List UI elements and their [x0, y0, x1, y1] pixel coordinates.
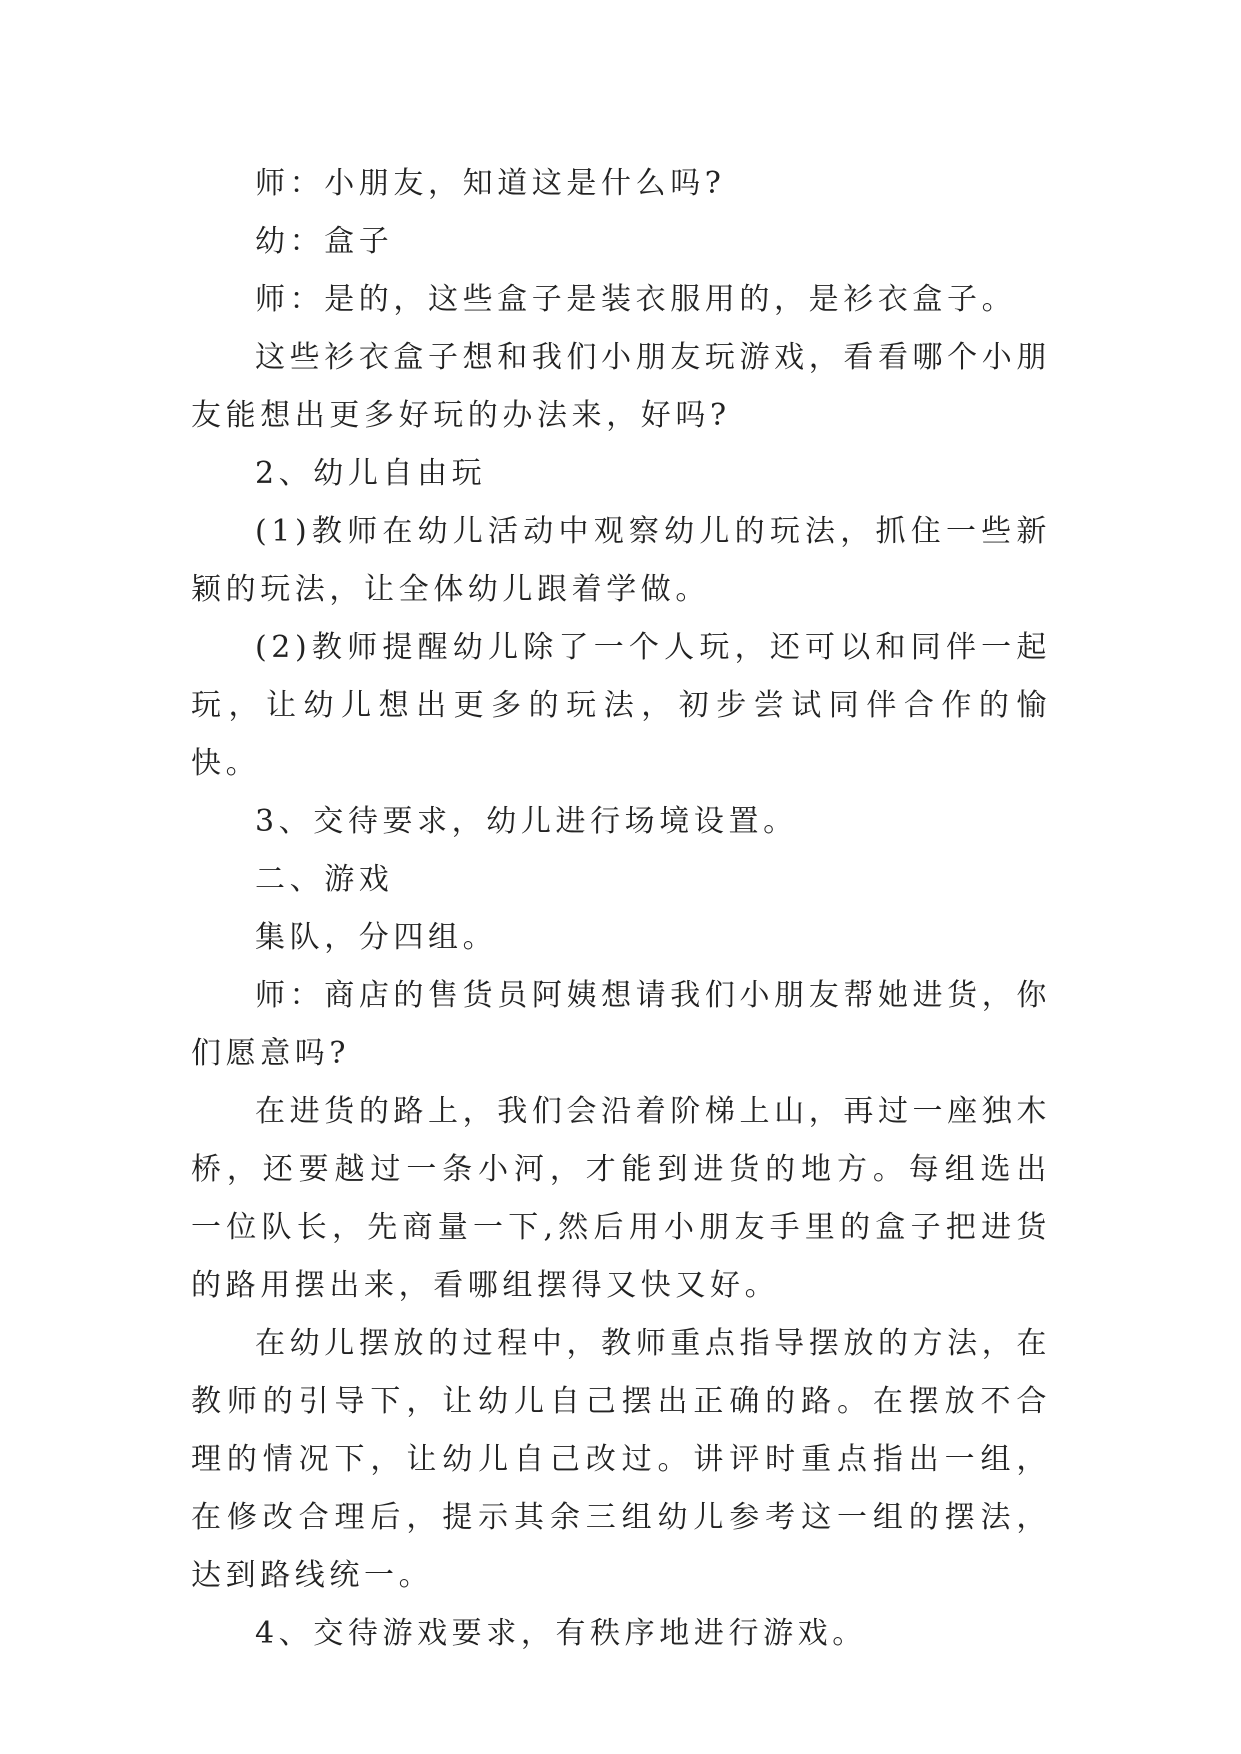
paragraph-route: 在进货的路上，我们会沿着阶梯上山，再过一座独木桥，还要越过一条小河，才能到进货的地方。每组选出一位队长，先商量一下,然后用小朋友手里的盒子把进货的路用摆出来，看哪组摆得又快又好。 — [191, 1094, 1051, 1303]
dialogue-teacher-explain: 师：是的，这些盒子是装衣服用的，是衫衣盒子。 — [255, 282, 1017, 317]
dialogue-teacher-question: 师：小朋友，知道这是什么吗? — [255, 166, 726, 201]
document-page — [191, 155, 1051, 1663]
section-heading-game: 二、游戏 — [255, 862, 394, 897]
dialogue-teacher-shop: 师：商店的售货员阿姨想请我们小朋友帮她进货，你们愿意吗? — [191, 978, 1051, 1071]
step-heading-free-play: 2、幼儿自由玩 — [255, 456, 487, 491]
dialogue-child-answer: 幼：盒子 — [255, 224, 394, 259]
step-heading-game-rules: 4、交待游戏要求，有秩序地进行游戏。 — [255, 1616, 867, 1651]
paragraph-grouping: 集队，分四组。 — [255, 920, 498, 955]
paragraph-invite-game: 这些衫衣盒子想和我们小朋友玩游戏，看看哪个小朋友能想出更多好玩的办法来，好吗? — [191, 340, 1051, 433]
step-item-1: (1)教师在幼儿活动中观察幼儿的玩法，抓住一些新颖的玩法，让全体幼儿跟着学做。 — [191, 514, 1051, 607]
step-item-2: (2)教师提醒幼儿除了一个人玩，还可以和同伴一起玩，让幼儿想出更多的玩法，初步尝试同伴合作的愉快。 — [191, 630, 1051, 781]
paragraph-guidance: 在幼儿摆放的过程中，教师重点指导摆放的方法，在教师的引导下，让幼儿自己摆出正确的路。在摆放不合理的情况下，让幼儿自己改过。讲评时重点指出一组，在修改合理后，提示其余三组幼儿参考这一组的摆法，达到路线统一。 — [191, 1326, 1051, 1593]
step-heading-requirements: 3、交待要求，幼儿进行场境设置。 — [255, 804, 798, 839]
